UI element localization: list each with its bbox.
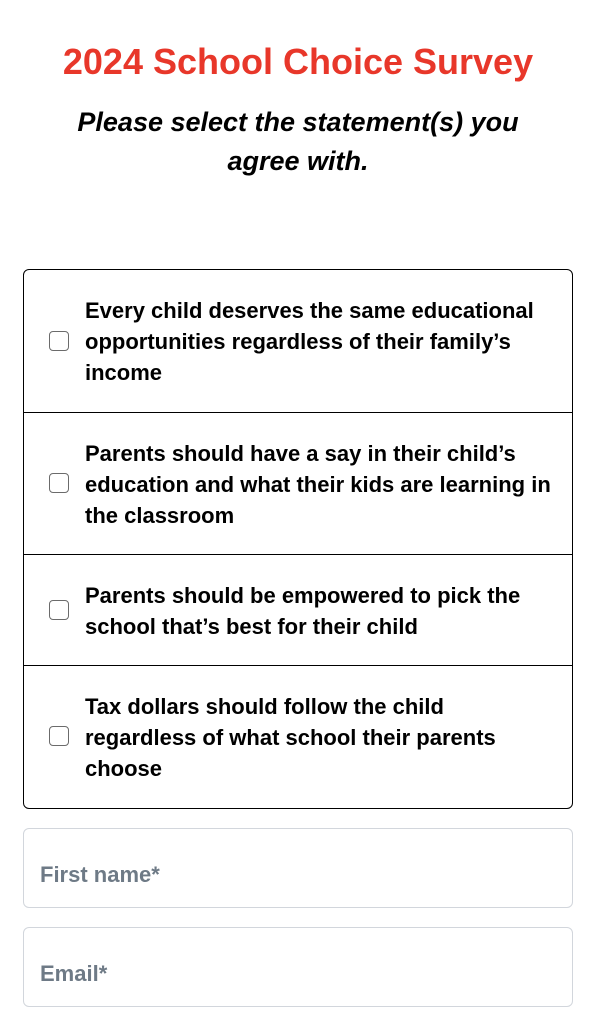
statement-option-3[interactable]: [24, 555, 572, 666]
statement-option-4[interactable]: [24, 666, 572, 808]
statement-checkbox-2[interactable]: [49, 473, 69, 493]
statement-option-2[interactable]: [24, 413, 572, 555]
statement-label-2: Parents should have a say in their child’s education and what their kids are learning in the classroom: [85, 441, 551, 528]
statement-checkbox-1[interactable]: [49, 331, 69, 351]
email-input[interactable]: [40, 956, 540, 992]
statement-label-1: Every child deserves the same educational opportunities regardless of their family’s income: [85, 298, 534, 385]
survey-subtitle: Please select the statement(s) you agree with.: [77, 107, 519, 176]
statement-checkbox-3[interactable]: [49, 600, 69, 620]
survey-title: 2024 School Choice Survey: [62, 41, 534, 82]
statement-label-4: Tax dollars should follow the child regardless of what school their parents choose: [85, 694, 496, 781]
email-field: [23, 927, 573, 1007]
first-name-input[interactable]: [40, 857, 540, 893]
statement-label-3: Parents should be empowered to pick the school that’s best for their child: [85, 583, 521, 639]
statement-option-1[interactable]: [24, 270, 572, 413]
statement-options-group: [23, 269, 573, 809]
first-name-field: [23, 828, 573, 908]
statement-checkbox-4[interactable]: [49, 726, 69, 746]
